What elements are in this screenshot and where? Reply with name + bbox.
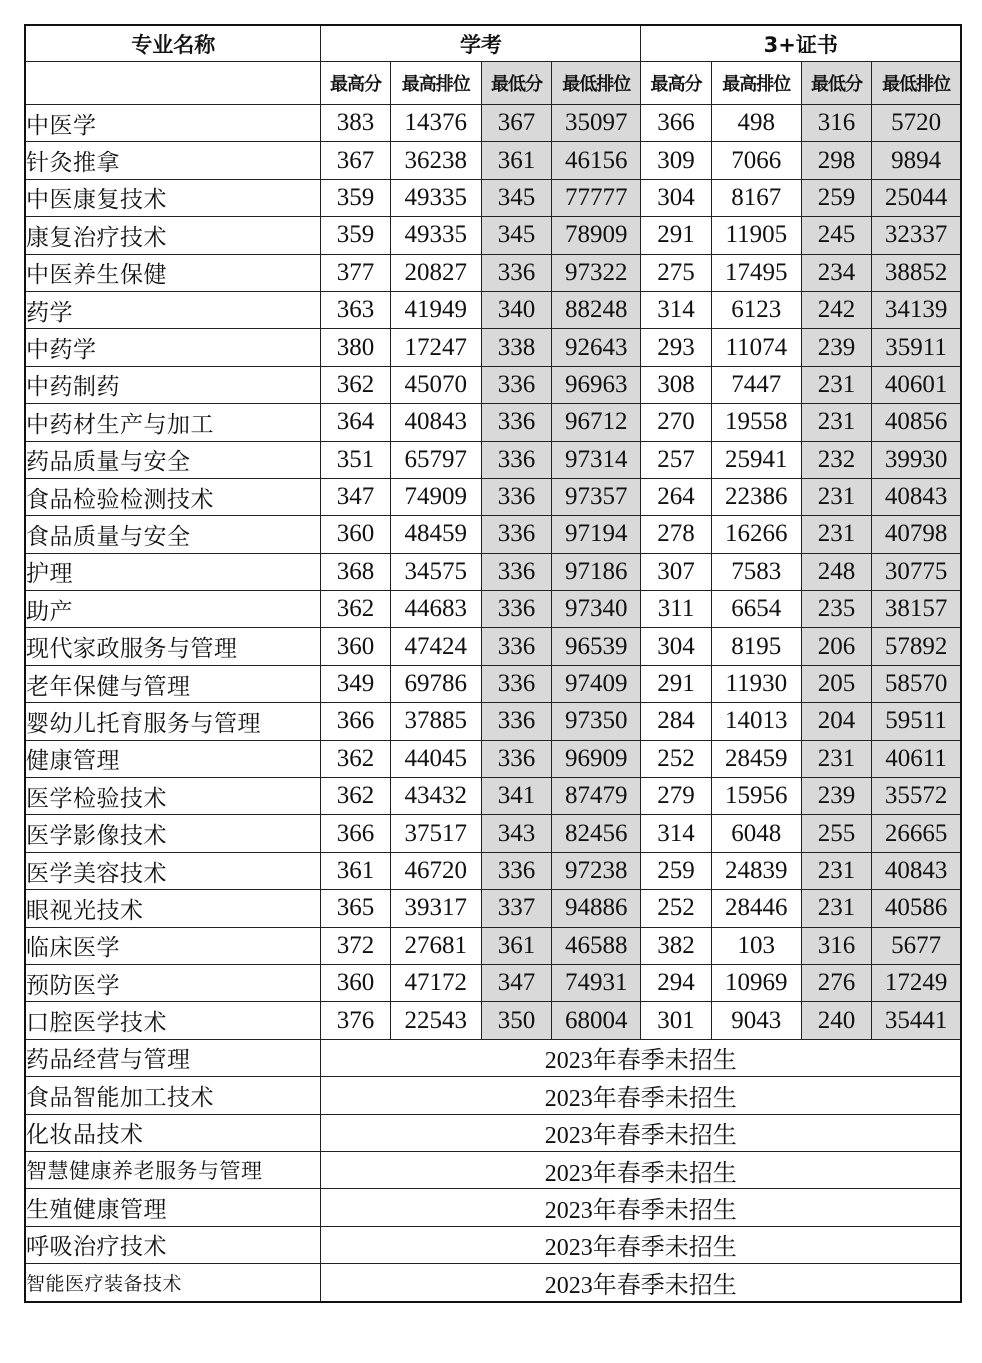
table-row — [25, 964, 961, 1001]
score-cell: 14376 — [390, 105, 481, 142]
score-cell: 377 — [321, 254, 390, 291]
score-cell: 43432 — [390, 778, 481, 815]
score-cell: 97238 — [552, 852, 641, 889]
score-cell: 34575 — [390, 553, 481, 590]
score-cell: 498 — [711, 105, 801, 142]
table-row — [25, 628, 961, 665]
score-cell: 314 — [641, 291, 711, 328]
score-cell: 11905 — [711, 217, 801, 254]
header-row-columns — [25, 62, 961, 105]
score-cell: 367 — [321, 142, 390, 179]
score-cell: 336 — [481, 404, 551, 441]
score-cell: 6654 — [711, 591, 801, 628]
score-cell: 231 — [801, 890, 871, 927]
score-cell: 298 — [801, 142, 871, 179]
score-cell: 259 — [801, 179, 871, 216]
score-cell: 7447 — [711, 366, 801, 403]
table-row — [25, 553, 961, 590]
major-name-cell: 口腔医学技术 — [25, 1002, 321, 1039]
table-row-not-enrolled — [25, 1039, 961, 1076]
score-cell: 28459 — [711, 740, 801, 777]
score-cell: 361 — [321, 852, 390, 889]
table-row — [25, 927, 961, 964]
major-name-cell: 针灸推拿 — [25, 142, 321, 179]
score-cell: 231 — [801, 478, 871, 515]
major-name-cell: 健康管理 — [25, 740, 321, 777]
score-cell: 264 — [641, 478, 711, 515]
table-row — [25, 142, 961, 179]
score-cell: 74909 — [390, 478, 481, 515]
score-cell: 366 — [641, 105, 711, 142]
score-cell: 239 — [801, 329, 871, 366]
table-row — [25, 703, 961, 740]
score-cell: 336 — [481, 665, 551, 702]
major-name-cell: 中药制药 — [25, 366, 321, 403]
major-name-cell: 智能医疗装备技术 — [25, 1264, 321, 1302]
major-name-header: 专业名称 — [25, 25, 321, 62]
table-row — [25, 329, 961, 366]
score-cell: 88248 — [552, 291, 641, 328]
not-enrolled-note: 2023年春季未招生 — [321, 1189, 961, 1226]
score-cell: 234 — [801, 254, 871, 291]
score-cell: 38157 — [872, 591, 961, 628]
score-cell: 336 — [481, 553, 551, 590]
score-cell: 58570 — [872, 665, 961, 702]
score-cell: 32337 — [872, 217, 961, 254]
score-cell: 11074 — [711, 329, 801, 366]
score-cell: 360 — [321, 964, 390, 1001]
score-cell: 311 — [641, 591, 711, 628]
score-cell: 336 — [481, 516, 551, 553]
table-row — [25, 291, 961, 328]
score-cell: 279 — [641, 778, 711, 815]
major-name-cell: 中药材生产与加工 — [25, 404, 321, 441]
score-cell: 8167 — [711, 179, 801, 216]
score-cell: 242 — [801, 291, 871, 328]
score-cell: 336 — [481, 478, 551, 515]
score-cell: 5677 — [872, 927, 961, 964]
table-row-not-enrolled — [25, 1189, 961, 1226]
score-cell: 336 — [481, 366, 551, 403]
score-cell: 34139 — [872, 291, 961, 328]
score-cell: 82456 — [552, 815, 641, 852]
score-cell: 39317 — [390, 890, 481, 927]
score-cell: 20827 — [390, 254, 481, 291]
score-cell: 336 — [481, 740, 551, 777]
score-cell: 87479 — [552, 778, 641, 815]
score-cell: 314 — [641, 815, 711, 852]
major-name-cell: 眼视光技术 — [25, 890, 321, 927]
major-name-cell: 医学美容技术 — [25, 852, 321, 889]
score-cell: 284 — [641, 703, 711, 740]
major-name-cell: 生殖健康管理 — [25, 1189, 321, 1226]
score-cell: 40798 — [872, 516, 961, 553]
score-cell: 301 — [641, 1002, 711, 1039]
score-cell: 74931 — [552, 964, 641, 1001]
table-row — [25, 815, 961, 852]
major-name-cell: 预防医学 — [25, 964, 321, 1001]
score-cell: 40843 — [390, 404, 481, 441]
table-row — [25, 179, 961, 216]
score-cell: 367 — [481, 105, 551, 142]
score-cell: 294 — [641, 964, 711, 1001]
score-cell: 252 — [641, 740, 711, 777]
score-cell: 365 — [321, 890, 390, 927]
table-row — [25, 217, 961, 254]
score-cell: 40611 — [872, 740, 961, 777]
table-row — [25, 478, 961, 515]
score-cell: 45070 — [390, 366, 481, 403]
major-name-cell: 助产 — [25, 591, 321, 628]
table-row — [25, 254, 961, 291]
score-cell: 49335 — [390, 217, 481, 254]
score-cell: 304 — [641, 628, 711, 665]
not-enrolled-note: 2023年春季未招生 — [321, 1264, 961, 1302]
score-cell: 309 — [641, 142, 711, 179]
score-cell: 349 — [321, 665, 390, 702]
major-name-cell: 药品质量与安全 — [25, 441, 321, 478]
score-cell: 40586 — [872, 890, 961, 927]
score-cell: 341 — [481, 778, 551, 815]
score-cell: 347 — [321, 478, 390, 515]
score-cell: 364 — [321, 404, 390, 441]
score-cell: 231 — [801, 366, 871, 403]
score-cell: 103 — [711, 927, 801, 964]
score-cell: 8195 — [711, 628, 801, 665]
major-name-cell: 康复治疗技术 — [25, 217, 321, 254]
score-cell: 92643 — [552, 329, 641, 366]
score-cell: 336 — [481, 441, 551, 478]
score-cell: 78909 — [552, 217, 641, 254]
score-cell: 65797 — [390, 441, 481, 478]
score-cell: 340 — [481, 291, 551, 328]
score-cell: 9043 — [711, 1002, 801, 1039]
score-cell: 68004 — [552, 1002, 641, 1039]
major-name-cell: 中医养生保健 — [25, 254, 321, 291]
score-cell: 291 — [641, 217, 711, 254]
not-enrolled-note: 2023年春季未招生 — [321, 1226, 961, 1263]
score-cell: 368 — [321, 553, 390, 590]
major-name-cell: 药学 — [25, 291, 321, 328]
score-cell: 361 — [481, 927, 551, 964]
score-cell: 49335 — [390, 179, 481, 216]
score-cell: 46156 — [552, 142, 641, 179]
score-cell: 7066 — [711, 142, 801, 179]
score-cell: 25044 — [872, 179, 961, 216]
score-cell: 97194 — [552, 516, 641, 553]
major-name-cell: 药品经营与管理 — [25, 1039, 321, 1076]
score-cell: 35441 — [872, 1002, 961, 1039]
major-name-cell: 老年保健与管理 — [25, 665, 321, 702]
score-cell: 308 — [641, 366, 711, 403]
score-cell: 231 — [801, 404, 871, 441]
score-cell: 231 — [801, 740, 871, 777]
blank-header-cell — [25, 62, 321, 105]
score-cell: 259 — [641, 852, 711, 889]
score-cell: 235 — [801, 591, 871, 628]
major-name-cell: 临床医学 — [25, 927, 321, 964]
table-row-not-enrolled — [25, 1226, 961, 1263]
major-name-cell: 现代家政服务与管理 — [25, 628, 321, 665]
score-cell: 35097 — [552, 105, 641, 142]
score-cell: 41949 — [390, 291, 481, 328]
score-cell: 343 — [481, 815, 551, 852]
score-cell: 245 — [801, 217, 871, 254]
header-row-groups — [25, 25, 961, 62]
score-cell: 14013 — [711, 703, 801, 740]
score-cell: 231 — [801, 852, 871, 889]
column-header: 最低分 — [481, 62, 551, 105]
score-cell: 380 — [321, 329, 390, 366]
table-row-not-enrolled — [25, 1077, 961, 1114]
column-header: 最低排位 — [552, 62, 641, 105]
score-cell: 359 — [321, 217, 390, 254]
score-cell: 16266 — [711, 516, 801, 553]
score-cell: 376 — [321, 1002, 390, 1039]
score-cell: 205 — [801, 665, 871, 702]
score-cell: 36238 — [390, 142, 481, 179]
score-cell: 22386 — [711, 478, 801, 515]
score-cell: 11930 — [711, 665, 801, 702]
score-cell: 39930 — [872, 441, 961, 478]
table-row — [25, 516, 961, 553]
score-cell: 336 — [481, 591, 551, 628]
score-cell: 40601 — [872, 366, 961, 403]
score-cell: 26665 — [872, 815, 961, 852]
table-row — [25, 665, 961, 702]
table-row — [25, 404, 961, 441]
score-cell: 44683 — [390, 591, 481, 628]
major-name-cell: 食品检验检测技术 — [25, 478, 321, 515]
score-cell: 97350 — [552, 703, 641, 740]
score-cell: 362 — [321, 778, 390, 815]
score-cell: 40843 — [872, 852, 961, 889]
score-cell: 345 — [481, 217, 551, 254]
score-cell: 360 — [321, 628, 390, 665]
score-cell: 206 — [801, 628, 871, 665]
cert-group-header: 3+证书 — [641, 25, 961, 62]
score-cell: 27681 — [390, 927, 481, 964]
score-cell: 276 — [801, 964, 871, 1001]
table-row — [25, 441, 961, 478]
xuekao-group-header: 学考 — [321, 25, 641, 62]
score-cell: 363 — [321, 291, 390, 328]
not-enrolled-note: 2023年春季未招生 — [321, 1114, 961, 1151]
major-name-cell: 智慧健康养老服务与管理 — [25, 1151, 321, 1188]
score-cell: 6123 — [711, 291, 801, 328]
score-cell: 15956 — [711, 778, 801, 815]
score-cell: 97322 — [552, 254, 641, 291]
score-cell: 316 — [801, 927, 871, 964]
score-cell: 35911 — [872, 329, 961, 366]
column-header: 最低排位 — [872, 62, 961, 105]
major-name-cell: 医学检验技术 — [25, 778, 321, 815]
score-cell: 57892 — [872, 628, 961, 665]
table-row — [25, 591, 961, 628]
major-name-cell: 婴幼儿托育服务与管理 — [25, 703, 321, 740]
score-cell: 231 — [801, 516, 871, 553]
score-cell: 316 — [801, 105, 871, 142]
table-row — [25, 740, 961, 777]
table-body — [25, 105, 961, 1302]
score-cell: 46720 — [390, 852, 481, 889]
major-name-cell: 中药学 — [25, 329, 321, 366]
table-row — [25, 890, 961, 927]
score-cell: 351 — [321, 441, 390, 478]
score-cell: 366 — [321, 815, 390, 852]
major-name-cell: 食品质量与安全 — [25, 516, 321, 553]
score-cell: 372 — [321, 927, 390, 964]
score-cell: 17249 — [872, 964, 961, 1001]
score-cell: 350 — [481, 1002, 551, 1039]
score-cell: 6048 — [711, 815, 801, 852]
not-enrolled-note: 2023年春季未招生 — [321, 1151, 961, 1188]
score-cell: 24839 — [711, 852, 801, 889]
score-cell: 97340 — [552, 591, 641, 628]
score-cell: 336 — [481, 254, 551, 291]
score-cell: 69786 — [390, 665, 481, 702]
score-cell: 96909 — [552, 740, 641, 777]
score-cell: 291 — [641, 665, 711, 702]
score-cell: 47172 — [390, 964, 481, 1001]
score-cell: 338 — [481, 329, 551, 366]
score-cell: 345 — [481, 179, 551, 216]
score-cell: 37517 — [390, 815, 481, 852]
table-row — [25, 852, 961, 889]
score-cell: 30775 — [872, 553, 961, 590]
score-cell: 96712 — [552, 404, 641, 441]
table-row — [25, 778, 961, 815]
score-cell: 28446 — [711, 890, 801, 927]
score-cell: 96539 — [552, 628, 641, 665]
score-cell: 347 — [481, 964, 551, 1001]
score-cell: 48459 — [390, 516, 481, 553]
score-cell: 248 — [801, 553, 871, 590]
admission-score-table — [24, 24, 962, 1303]
score-cell: 22543 — [390, 1002, 481, 1039]
table-row-not-enrolled — [25, 1114, 961, 1151]
score-cell: 7583 — [711, 553, 801, 590]
table-row — [25, 105, 961, 142]
score-cell: 252 — [641, 890, 711, 927]
score-cell: 359 — [321, 179, 390, 216]
score-cell: 77777 — [552, 179, 641, 216]
score-cell: 239 — [801, 778, 871, 815]
score-cell: 25941 — [711, 441, 801, 478]
major-name-cell: 中医康复技术 — [25, 179, 321, 216]
column-header: 最高分 — [641, 62, 711, 105]
score-cell: 336 — [481, 628, 551, 665]
major-name-cell: 医学影像技术 — [25, 815, 321, 852]
not-enrolled-note: 2023年春季未招生 — [321, 1039, 961, 1076]
score-cell: 362 — [321, 591, 390, 628]
score-cell: 307 — [641, 553, 711, 590]
table-row-not-enrolled — [25, 1151, 961, 1188]
score-cell: 97357 — [552, 478, 641, 515]
score-cell: 257 — [641, 441, 711, 478]
major-name-cell: 化妆品技术 — [25, 1114, 321, 1151]
score-cell: 96963 — [552, 366, 641, 403]
score-cell: 59511 — [872, 703, 961, 740]
score-cell: 255 — [801, 815, 871, 852]
score-cell: 97186 — [552, 553, 641, 590]
column-header: 最低分 — [801, 62, 871, 105]
score-cell: 44045 — [390, 740, 481, 777]
score-cell: 40843 — [872, 478, 961, 515]
score-cell: 37885 — [390, 703, 481, 740]
score-cell: 10969 — [711, 964, 801, 1001]
score-cell: 9894 — [872, 142, 961, 179]
score-cell: 5720 — [872, 105, 961, 142]
score-cell: 275 — [641, 254, 711, 291]
score-cell: 270 — [641, 404, 711, 441]
score-cell: 366 — [321, 703, 390, 740]
score-cell: 46588 — [552, 927, 641, 964]
score-cell: 35572 — [872, 778, 961, 815]
score-cell: 293 — [641, 329, 711, 366]
score-cell: 17247 — [390, 329, 481, 366]
score-cell: 304 — [641, 179, 711, 216]
score-cell: 204 — [801, 703, 871, 740]
major-name-cell: 中医学 — [25, 105, 321, 142]
score-cell: 362 — [321, 366, 390, 403]
score-cell: 336 — [481, 703, 551, 740]
score-cell: 383 — [321, 105, 390, 142]
score-cell: 47424 — [390, 628, 481, 665]
table-row-not-enrolled — [25, 1264, 961, 1302]
column-header: 最高排位 — [390, 62, 481, 105]
major-name-cell: 护理 — [25, 553, 321, 590]
score-cell: 17495 — [711, 254, 801, 291]
table-row — [25, 1002, 961, 1039]
major-name-cell: 食品智能加工技术 — [25, 1077, 321, 1114]
not-enrolled-note: 2023年春季未招生 — [321, 1077, 961, 1114]
score-cell: 337 — [481, 890, 551, 927]
score-cell: 361 — [481, 142, 551, 179]
score-cell: 40856 — [872, 404, 961, 441]
table-row — [25, 366, 961, 403]
score-cell: 97409 — [552, 665, 641, 702]
major-name-cell: 呼吸治疗技术 — [25, 1226, 321, 1263]
score-cell: 232 — [801, 441, 871, 478]
score-cell: 360 — [321, 516, 390, 553]
score-cell: 19558 — [711, 404, 801, 441]
score-cell: 336 — [481, 852, 551, 889]
column-header: 最高分 — [321, 62, 390, 105]
column-header: 最高排位 — [711, 62, 801, 105]
score-cell: 278 — [641, 516, 711, 553]
score-cell: 240 — [801, 1002, 871, 1039]
score-cell: 94886 — [552, 890, 641, 927]
score-cell: 382 — [641, 927, 711, 964]
score-cell: 97314 — [552, 441, 641, 478]
score-cell: 38852 — [872, 254, 961, 291]
score-cell: 362 — [321, 740, 390, 777]
